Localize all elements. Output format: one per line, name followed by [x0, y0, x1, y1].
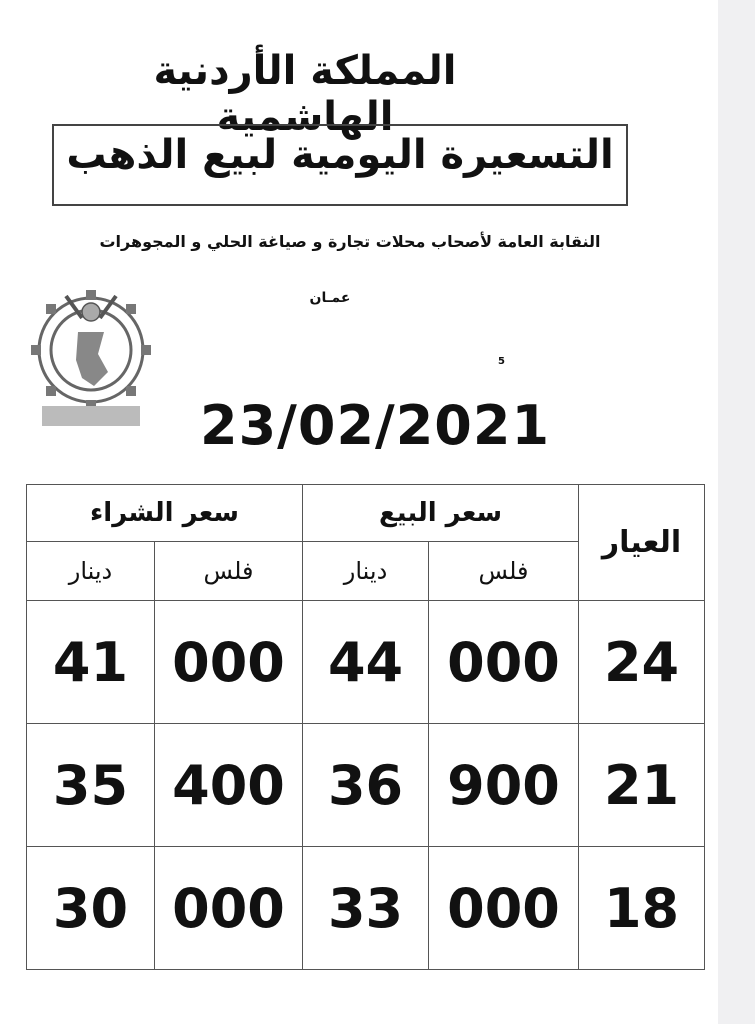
sell-fils-cell: 000 — [429, 847, 579, 970]
table-row-18k — [27, 847, 705, 970]
karat-cell: 24 — [579, 601, 705, 724]
bulletin-title: التسعيرة اليومية لبيع الذهب — [66, 132, 614, 178]
buy-price-header: سعر الشراء — [27, 485, 303, 542]
karat-cell: 18 — [579, 847, 705, 970]
buy-fils-cell: 000 — [155, 847, 303, 970]
kingdom-title: المملكة الأردنية الهاشمية — [153, 48, 457, 140]
union-logo-icon — [22, 282, 160, 432]
karat-header: العيار — [579, 485, 705, 601]
sell-dinar-cell: 33 — [303, 847, 429, 970]
table-row-24k — [27, 601, 705, 724]
buy-dinar-header: دينار — [27, 542, 155, 601]
city-name: عمـان — [309, 290, 351, 306]
sell-fils-header: فلس — [429, 542, 579, 601]
sell-dinar-cell: 36 — [303, 724, 429, 847]
union-name: النقابة العامة لأصحاب محلات تجارة و صياغة الحلي و المجوهرات — [99, 232, 601, 251]
sell-fils-cell: 000 — [429, 601, 579, 724]
bulletin-number: 5 — [498, 356, 505, 367]
sell-dinar-cell: 44 — [303, 601, 429, 724]
sell-price-header: سعر البيع — [303, 485, 579, 542]
table-row-21k — [27, 724, 705, 847]
price-date: 23/02/2021 — [200, 394, 551, 457]
buy-fils-cell: 000 — [155, 601, 303, 724]
buy-fils-cell: 400 — [155, 724, 303, 847]
buy-fils-header: فلس — [155, 542, 303, 601]
buy-dinar-cell: 35 — [27, 724, 155, 847]
sell-fils-cell: 900 — [429, 724, 579, 847]
buy-dinar-cell: 30 — [27, 847, 155, 970]
karat-cell: 21 — [579, 724, 705, 847]
sell-dinar-header: دينار — [303, 542, 429, 601]
buy-dinar-cell: 41 — [27, 601, 155, 724]
page-margin-strip — [718, 0, 755, 1024]
gold-price-table — [26, 484, 705, 970]
